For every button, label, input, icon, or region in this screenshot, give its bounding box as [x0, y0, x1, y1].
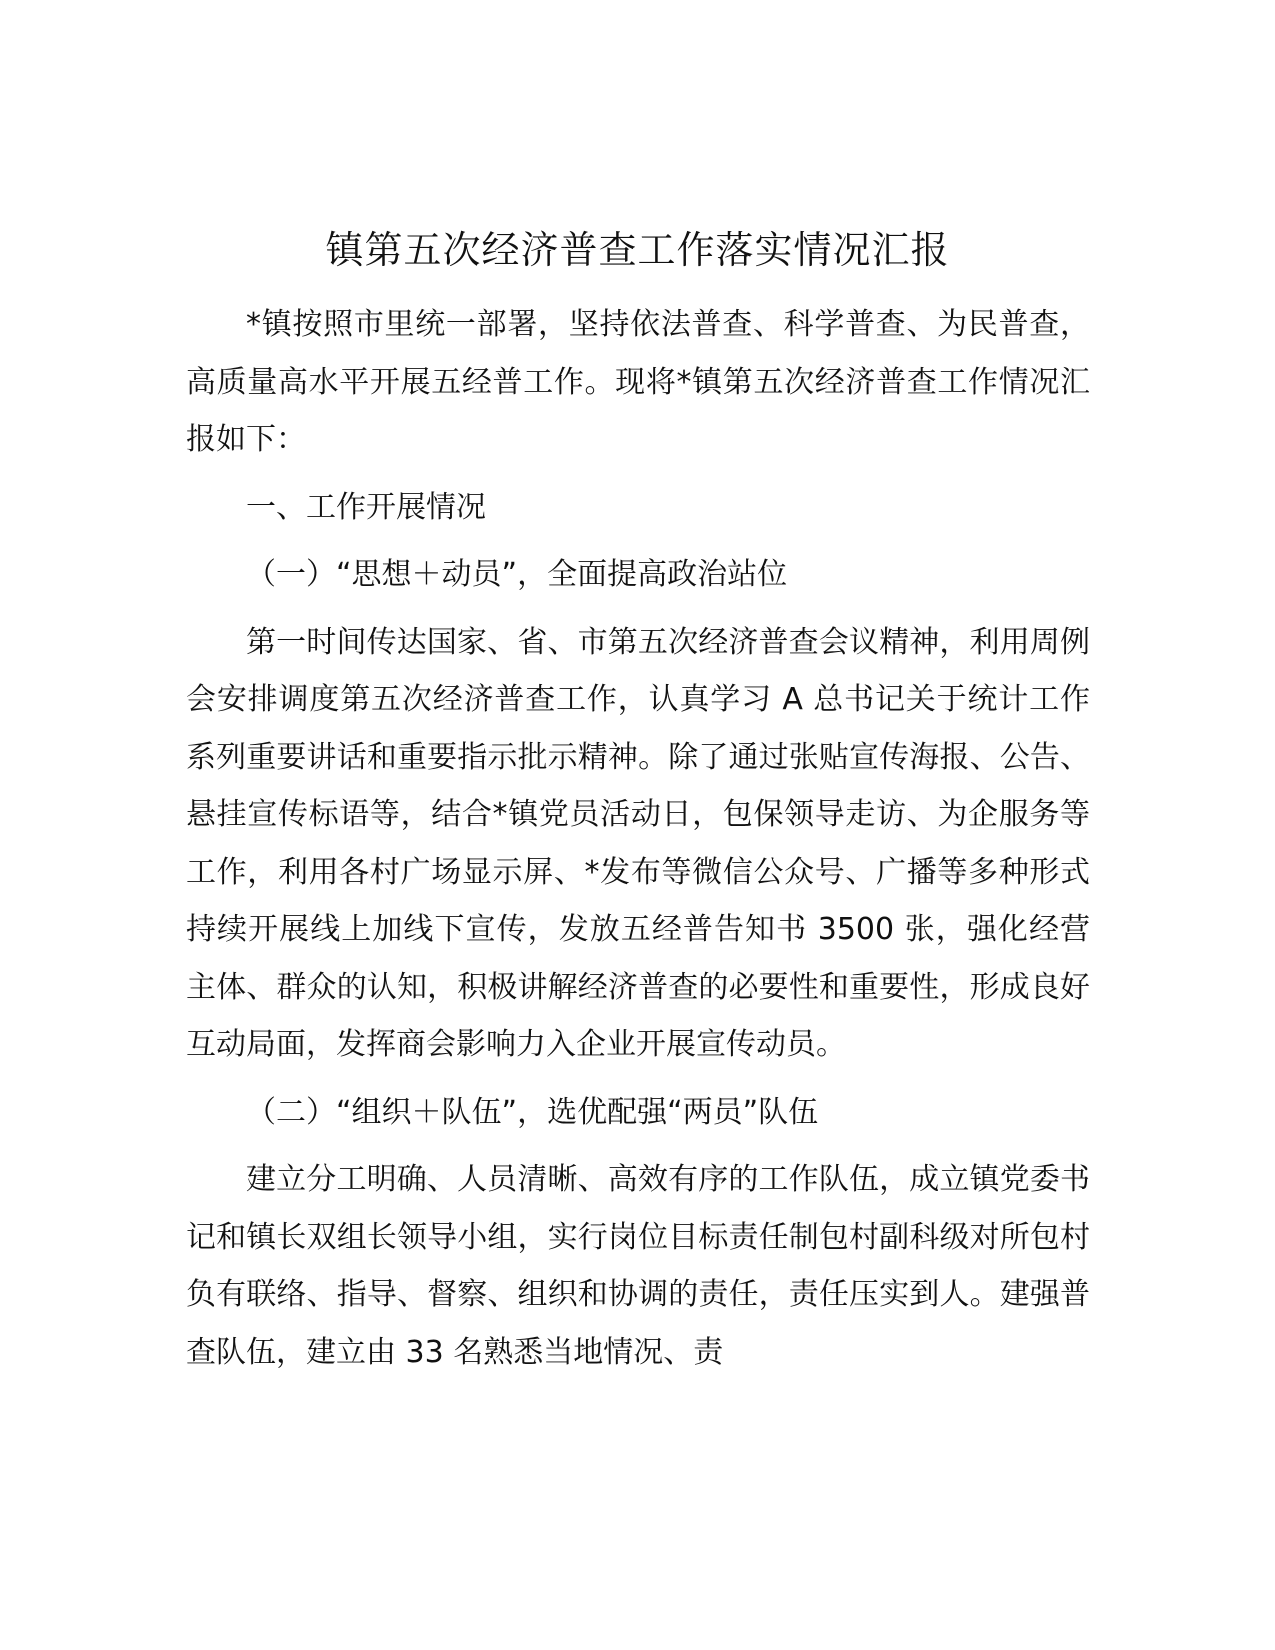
intro-paragraph: *镇按照市里统一部署，坚持依法普查、科学普查、为民普查，高质量高水平开展五经普工作。现将*镇第五次经济普查工作情况汇报如下： — [186, 307, 1090, 457]
subsection-2-paragraph: 建立分工明确、人员清晰、高效有序的工作队伍，成立镇党委书记和镇长双组长领导小组，实行岗位目标责任制包村副科级对所包村负有联络、指导、督察、组织和协调的责任，责任压实到人。建强普查队伍，建立由 33 名熟悉当地情况、责 — [186, 1162, 1090, 1370]
subsection-1-paragraph: 第一时间传达国家、省、市第五次经济普查会议精神，利用周例会安排调度第五次经济普查工作，认真学习 A 总书记关于统计工作系列重要讲话和重要指示批示精神。除了通过张贴宣传海报、公告、悬挂宣传标语等，结合*镇党员活动日，包保领导走访、为企服务等工作，利用各村广场显示屏、*发布等微信公众号、广播等多种形式持续开展线上加线下宣传，发放五经普告知书 3500 张，强化经营主体、群众的认知，积极讲解经济普查的必要性和重要性，形成良好互动局面，发挥商会影响力入企业开展宣传动员。 — [186, 624, 1090, 1062]
document-title: 镇第五次经济普查工作落实情况汇报 — [325, 228, 950, 272]
subsection-heading-1: （一）“思想＋动员”，全面提高政治站位 — [246, 557, 788, 592]
subsection-heading-2: （二）“组织＋队伍”，选优配强“两员”队伍 — [246, 1094, 819, 1130]
section-heading-1: 一、工作开展情况 — [246, 489, 486, 525]
document-body — [186, 296, 1090, 1391]
